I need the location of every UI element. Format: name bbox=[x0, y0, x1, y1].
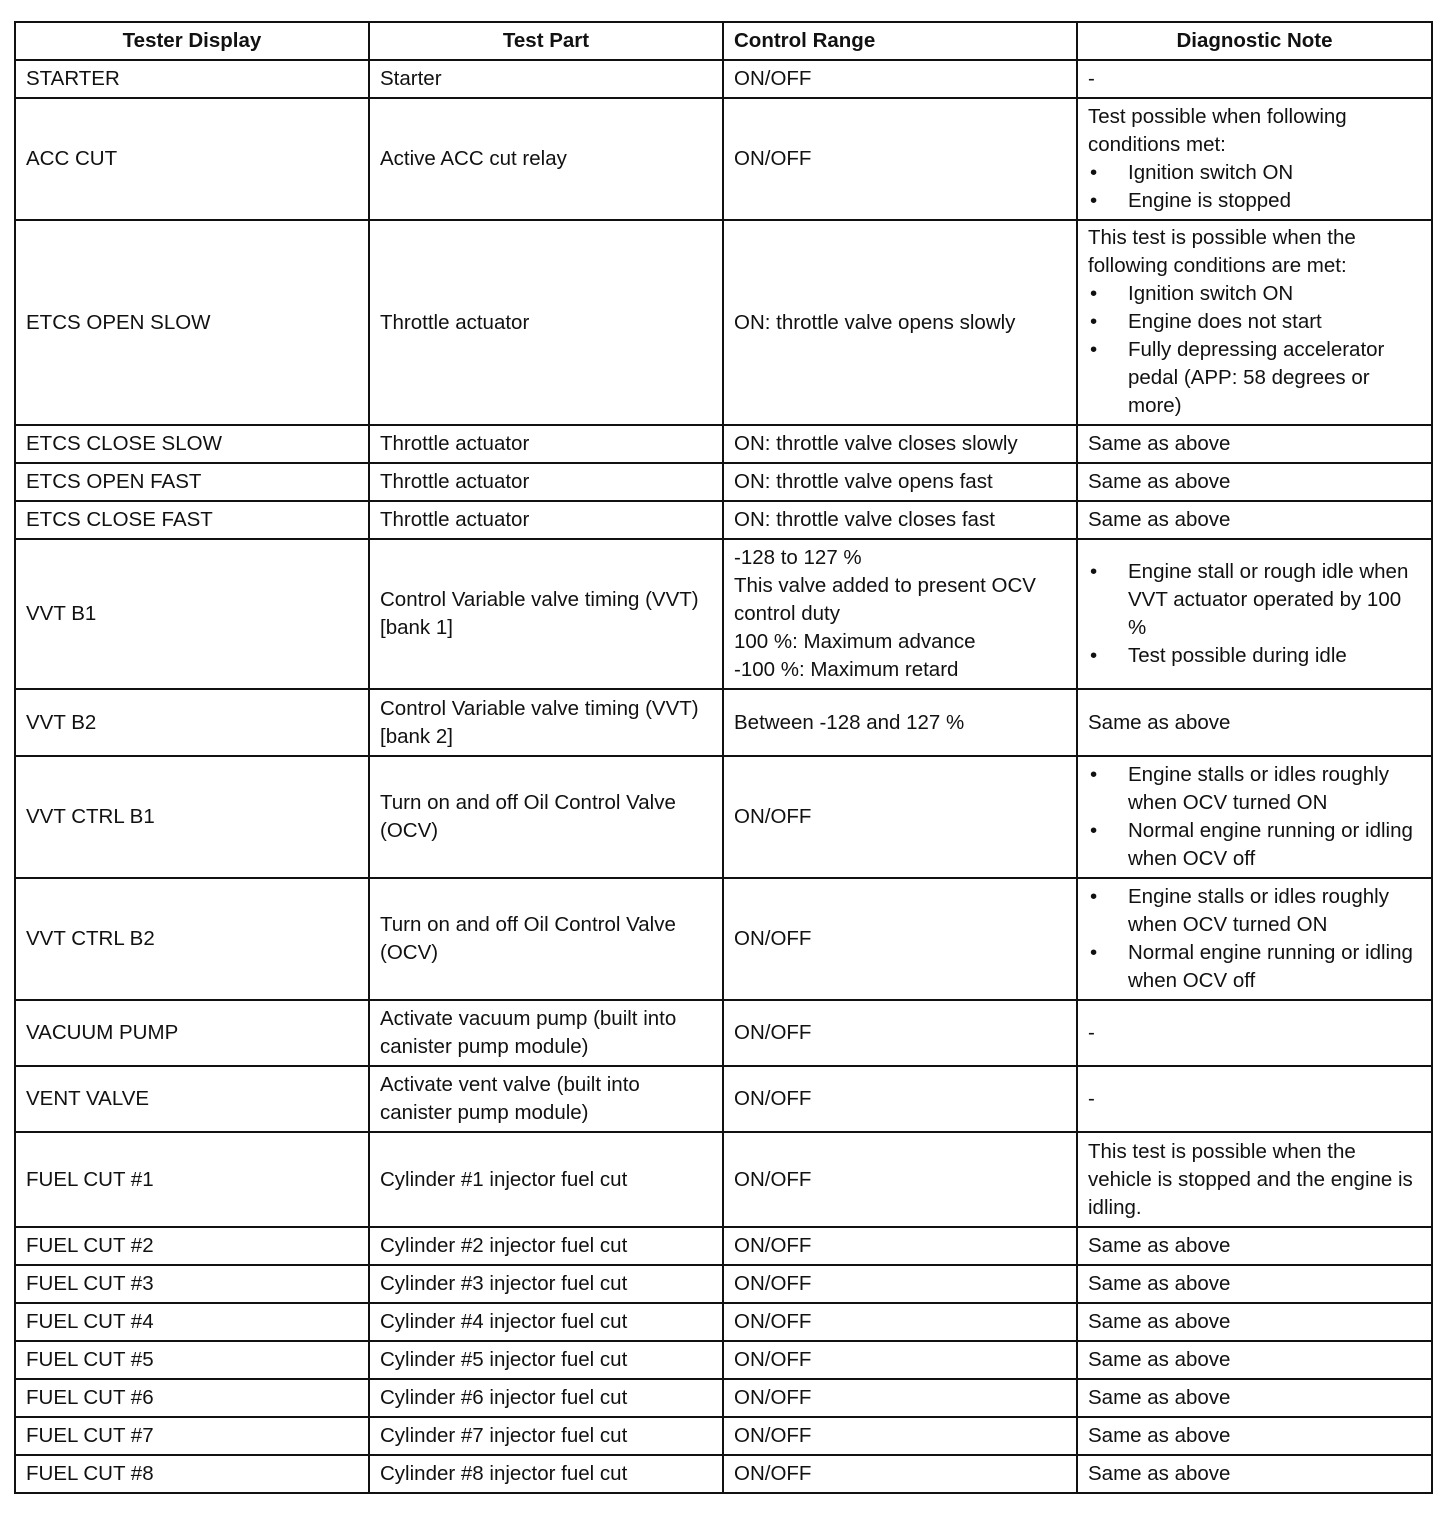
table-row bbox=[15, 1417, 1432, 1455]
control-range-cell: ON/OFF bbox=[723, 1341, 1077, 1379]
note-list bbox=[1088, 883, 1421, 995]
table-row bbox=[15, 756, 1432, 878]
table-row bbox=[15, 1227, 1432, 1265]
table-row bbox=[15, 1132, 1432, 1227]
test-part-cell: Control Variable valve timing (VVT) [bank 1] bbox=[369, 539, 723, 689]
test-part-cell: Control Variable valve timing (VVT) [bank 2] bbox=[369, 689, 723, 756]
table-row bbox=[15, 1341, 1432, 1379]
diagnostic-note-cell bbox=[1077, 98, 1432, 220]
test-part-cell: Cylinder #3 injector fuel cut bbox=[369, 1265, 723, 1303]
tester-display-cell: FUEL CUT #5 bbox=[15, 1341, 369, 1379]
table-row bbox=[15, 220, 1432, 425]
control-range-cell: ON: throttle valve closes fast bbox=[723, 501, 1077, 539]
test-part-cell: Throttle actuator bbox=[369, 463, 723, 501]
test-part-cell: Throttle actuator bbox=[369, 425, 723, 463]
tester-display-cell: STARTER bbox=[15, 60, 369, 98]
tester-display-cell: ETCS CLOSE SLOW bbox=[15, 425, 369, 463]
table-row bbox=[15, 1000, 1432, 1066]
note-item: • Engine stalls or idles roughly when OCV turned ON bbox=[1088, 883, 1421, 939]
test-part-cell: Activate vacuum pump (built into canister pump module) bbox=[369, 1000, 723, 1066]
test-part-cell: Cylinder #7 injector fuel cut bbox=[369, 1417, 723, 1455]
tester-display-cell: FUEL CUT #4 bbox=[15, 1303, 369, 1341]
note-item: • Normal engine running or idling when OCV off bbox=[1088, 939, 1421, 995]
table-row bbox=[15, 1379, 1432, 1417]
tester-display-cell: FUEL CUT #8 bbox=[15, 1455, 369, 1493]
diagnostic-note-cell: Same as above bbox=[1077, 1455, 1432, 1493]
diagnostic-note-cell: Same as above bbox=[1077, 1417, 1432, 1455]
control-range-cell: ON/OFF bbox=[723, 1265, 1077, 1303]
tester-display-cell: ETCS CLOSE FAST bbox=[15, 501, 369, 539]
tester-display-cell: ACC CUT bbox=[15, 98, 369, 220]
diagnostic-note-cell: Same as above bbox=[1077, 1227, 1432, 1265]
tester-display-cell: VVT CTRL B2 bbox=[15, 878, 369, 1000]
table-row bbox=[15, 539, 1432, 689]
test-part-cell: Cylinder #4 injector fuel cut bbox=[369, 1303, 723, 1341]
test-part-cell: Starter bbox=[369, 60, 723, 98]
control-range-cell: ON/OFF bbox=[723, 1132, 1077, 1227]
diagnostic-note-cell: Same as above bbox=[1077, 463, 1432, 501]
tester-display-cell: FUEL CUT #2 bbox=[15, 1227, 369, 1265]
table-row bbox=[15, 60, 1432, 98]
control-range-cell: ON/OFF bbox=[723, 1000, 1077, 1066]
diagnostic-note-cell: - bbox=[1077, 1066, 1432, 1132]
control-range-cell: ON: throttle valve closes slowly bbox=[723, 425, 1077, 463]
note-item: • Engine is stopped bbox=[1088, 187, 1421, 215]
control-range-cell: ON/OFF bbox=[723, 1303, 1077, 1341]
header-row bbox=[15, 22, 1432, 60]
table-row bbox=[15, 98, 1432, 220]
test-part-cell: Cylinder #5 injector fuel cut bbox=[369, 1341, 723, 1379]
control-range-cell: ON: throttle valve opens slowly bbox=[723, 220, 1077, 425]
test-part-cell: Turn on and off Oil Control Valve (OCV) bbox=[369, 878, 723, 1000]
active-test-table bbox=[14, 21, 1433, 1494]
diagnostic-note-cell: - bbox=[1077, 60, 1432, 98]
control-range-cell: -128 to 127 % This valve added to present OCV control duty 100 %: Maximum advance -100 %: Maximum retard bbox=[723, 539, 1077, 689]
note-item: • Engine does not start bbox=[1088, 308, 1421, 336]
table-row bbox=[15, 425, 1432, 463]
control-range-cell: Between -128 and 127 % bbox=[723, 689, 1077, 756]
control-range-cell: ON/OFF bbox=[723, 1066, 1077, 1132]
tester-display-cell: VVT CTRL B1 bbox=[15, 756, 369, 878]
diagnostic-note-cell bbox=[1077, 878, 1432, 1000]
table-row bbox=[15, 1303, 1432, 1341]
diagnostic-note-cell: This test is possible when the vehicle is stopped and the engine is idling. bbox=[1077, 1132, 1432, 1227]
tester-display-cell: VENT VALVE bbox=[15, 1066, 369, 1132]
diagnostic-note-cell: - bbox=[1077, 1000, 1432, 1066]
control-range-cell: ON/OFF bbox=[723, 60, 1077, 98]
table-row bbox=[15, 1066, 1432, 1132]
tester-display-cell: ETCS OPEN FAST bbox=[15, 463, 369, 501]
active-test-table-wrapper bbox=[14, 21, 1431, 1494]
note-intro: This test is possible when the following conditions are met: bbox=[1088, 226, 1356, 277]
test-part-cell: Throttle actuator bbox=[369, 220, 723, 425]
table-row bbox=[15, 1455, 1432, 1493]
table-row bbox=[15, 689, 1432, 756]
note-intro: Test possible when following conditions met: bbox=[1088, 104, 1347, 156]
header-control-range: Control Range bbox=[723, 22, 1077, 60]
diagnostic-note-cell: Same as above bbox=[1077, 1265, 1432, 1303]
table-row bbox=[15, 501, 1432, 539]
test-part-cell: Cylinder #8 injector fuel cut bbox=[369, 1455, 723, 1493]
control-range-cell: ON/OFF bbox=[723, 878, 1077, 1000]
control-range-cell: ON/OFF bbox=[723, 1379, 1077, 1417]
test-part-cell: Cylinder #2 injector fuel cut bbox=[369, 1227, 723, 1265]
control-range-cell: ON/OFF bbox=[723, 1417, 1077, 1455]
note-item: • Engine stall or rough idle when VVT actuator operated by 100 % bbox=[1088, 558, 1421, 642]
diagnostic-note-cell bbox=[1077, 220, 1432, 425]
table-row bbox=[15, 878, 1432, 1000]
tester-display-cell: VVT B1 bbox=[15, 539, 369, 689]
table-body bbox=[15, 60, 1432, 1493]
test-part-cell: Throttle actuator bbox=[369, 501, 723, 539]
test-part-cell: Cylinder #6 injector fuel cut bbox=[369, 1379, 723, 1417]
tester-display-cell: FUEL CUT #1 bbox=[15, 1132, 369, 1227]
table-row bbox=[15, 1265, 1432, 1303]
diagnostic-note-cell: Same as above bbox=[1077, 1379, 1432, 1417]
header-diagnostic-note: Diagnostic Note bbox=[1077, 22, 1432, 60]
diagnostic-note-cell: Same as above bbox=[1077, 501, 1432, 539]
tester-display-cell: FUEL CUT #6 bbox=[15, 1379, 369, 1417]
tester-display-cell: VACUUM PUMP bbox=[15, 1000, 369, 1066]
test-part-cell: Cylinder #1 injector fuel cut bbox=[369, 1132, 723, 1227]
test-part-cell: Active ACC cut relay bbox=[369, 98, 723, 220]
header-tester-display: Tester Display bbox=[15, 22, 369, 60]
note-list bbox=[1088, 558, 1421, 670]
diagnostic-note-cell: Same as above bbox=[1077, 425, 1432, 463]
control-range-cell: ON/OFF bbox=[723, 1227, 1077, 1265]
diagnostic-note-cell: Same as above bbox=[1077, 1341, 1432, 1379]
tester-display-cell: ETCS OPEN SLOW bbox=[15, 220, 369, 425]
note-item: • Engine stalls or idles roughly when OCV turned ON bbox=[1088, 761, 1421, 817]
control-range-cell: ON/OFF bbox=[723, 756, 1077, 878]
note-item: • Test possible during idle bbox=[1088, 642, 1421, 670]
note-list bbox=[1088, 280, 1421, 420]
note-item: • Ignition switch ON bbox=[1088, 159, 1421, 187]
diagnostic-note-cell bbox=[1077, 539, 1432, 689]
diagnostic-note-cell bbox=[1077, 756, 1432, 878]
note-item: • Fully depressing accelerator pedal (APP: 58 degrees or more) bbox=[1088, 336, 1421, 420]
control-range-cell: ON/OFF bbox=[723, 1455, 1077, 1493]
control-range-cell: ON: throttle valve opens fast bbox=[723, 463, 1077, 501]
test-part-cell: Activate vent valve (built into canister pump module) bbox=[369, 1066, 723, 1132]
test-part-cell: Turn on and off Oil Control Valve (OCV) bbox=[369, 756, 723, 878]
note-item: • Normal engine running or idling when OCV off bbox=[1088, 817, 1421, 873]
diagnostic-note-cell: Same as above bbox=[1077, 1303, 1432, 1341]
note-list bbox=[1088, 159, 1421, 215]
header-test-part: Test Part bbox=[369, 22, 723, 60]
tester-display-cell: FUEL CUT #3 bbox=[15, 1265, 369, 1303]
tester-display-cell: FUEL CUT #7 bbox=[15, 1417, 369, 1455]
note-item: • Ignition switch ON bbox=[1088, 280, 1421, 308]
note-list bbox=[1088, 761, 1421, 873]
table-row bbox=[15, 463, 1432, 501]
tester-display-cell: VVT B2 bbox=[15, 689, 369, 756]
diagnostic-note-cell: Same as above bbox=[1077, 689, 1432, 756]
control-range-cell: ON/OFF bbox=[723, 98, 1077, 220]
